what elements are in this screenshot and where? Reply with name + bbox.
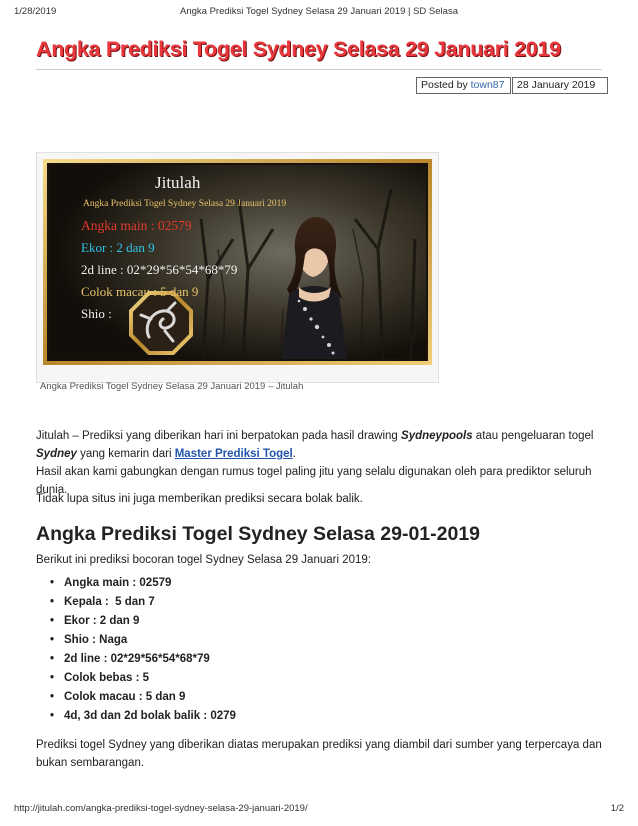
p1-emphasis-sydney: Sydney [36,448,77,460]
list-item [48,574,588,593]
figure-caption: Angka Prediksi Togel Sydney Selasa 29 Januari 2019 – Jitulah [40,381,304,392]
title-divider [36,69,602,70]
master-prediksi-link[interactable]: Master Prediksi Togel [174,448,293,460]
post-date: 28 January 2019 [512,77,608,94]
bullet-icon: • [50,634,55,646]
image-shio: Shio : [81,306,112,321]
print-header [14,6,624,20]
image-heading: Jitulah [155,173,201,192]
bullet-icon: • [50,691,55,703]
list-item-text: Shio : Naga [64,634,128,646]
p1-text-3: yang kemarin dari [76,448,175,460]
p1-text-4: . [292,448,296,460]
bullet-icon: • [50,710,55,722]
post-title: Angka Prediksi Togel Sydney Selasa 29 Januari 2019 [36,37,561,61]
bullet-icon: • [50,672,55,684]
featured-figure [36,152,439,383]
bullet-icon: • [50,577,55,589]
list-item-text: Ekor : 2 dan 9 [64,615,140,627]
list-item [48,688,588,707]
list-item [48,650,588,669]
list-item [48,707,588,726]
bullet-icon: • [50,596,55,608]
image-subtitle: Angka Prediksi Togel Sydney Selasa 29 Januari 2019 [83,199,287,209]
list-item [48,631,588,650]
list-item-text: 4d, 3d dan 2d bolak balik : 0279 [64,710,236,722]
author-link[interactable]: town87 [470,79,505,91]
print-page-number: 1/2 [610,803,624,814]
list-item [48,669,588,688]
p1-text-1: Jitulah – Prediksi yang diberikan hari ini berpatokan pada hasil drawing [36,430,402,442]
paragraph-closing: Prediksi togel Sydney yang diberikan diatas merupakan prediksi yang diambil dari sumber yang terpercaya dan bukan sembarangan. [36,739,602,769]
list-item [48,593,588,612]
paragraph-method: Hasil akan kami gabungkan dengan rumus togel paling jitu yang selalu digunakan oleh para prediktor seluruh dunia. [36,466,592,496]
image-angka-main: Angka main : 02579 [81,218,192,233]
list-item [48,612,588,631]
posted-by-box [416,77,511,94]
list-intro: Berikut ini prediksi bocoran togel Sydney Selasa 29 Januari 2019: [36,554,371,566]
p1-emphasis-sydneypools: Sydneypools [401,430,473,442]
print-footer [14,803,624,815]
section-heading: Angka Prediksi Togel Sydney Selasa 29-01-2019 [36,523,481,545]
list-item-text: 2d line : 02*29*56*54*68*79 [64,653,210,665]
list-item-text: Colok bebas : 5 [64,672,149,684]
bullet-icon: • [50,615,55,627]
image-colok-macau: Colok macau : 5 dan 9 [81,284,199,299]
image-ekor: Ekor : 2 dan 9 [81,240,155,255]
list-item-text: Kepala : 5 dan 7 [64,596,155,608]
featured-image [43,159,432,365]
paragraph-bolak-balik: Tidak lupa situs ini juga memberikan prediksi secara bolak balik. [36,493,363,505]
print-page-title: Angka Prediksi Togel Sydney Selasa 29 Januari 2019 | SD Selasa [180,6,458,17]
p1-text-2: atau pengeluaran togel [472,430,594,442]
print-url: http://jitulah.com/angka-prediksi-togel-sydney-selasa-29-januari-2019/ [14,803,308,814]
prediction-list [48,574,588,726]
paragraph-intro [36,427,606,463]
print-date: 1/28/2019 [14,6,57,17]
posted-by-label: Posted by [421,79,468,91]
bullet-icon: • [50,653,55,665]
image-2d-line: 2d line : 02*29*56*54*68*79 [81,262,238,277]
list-item-text: Colok macau : 5 dan 9 [64,691,186,703]
list-item-text: Angka main : 02579 [64,577,172,589]
